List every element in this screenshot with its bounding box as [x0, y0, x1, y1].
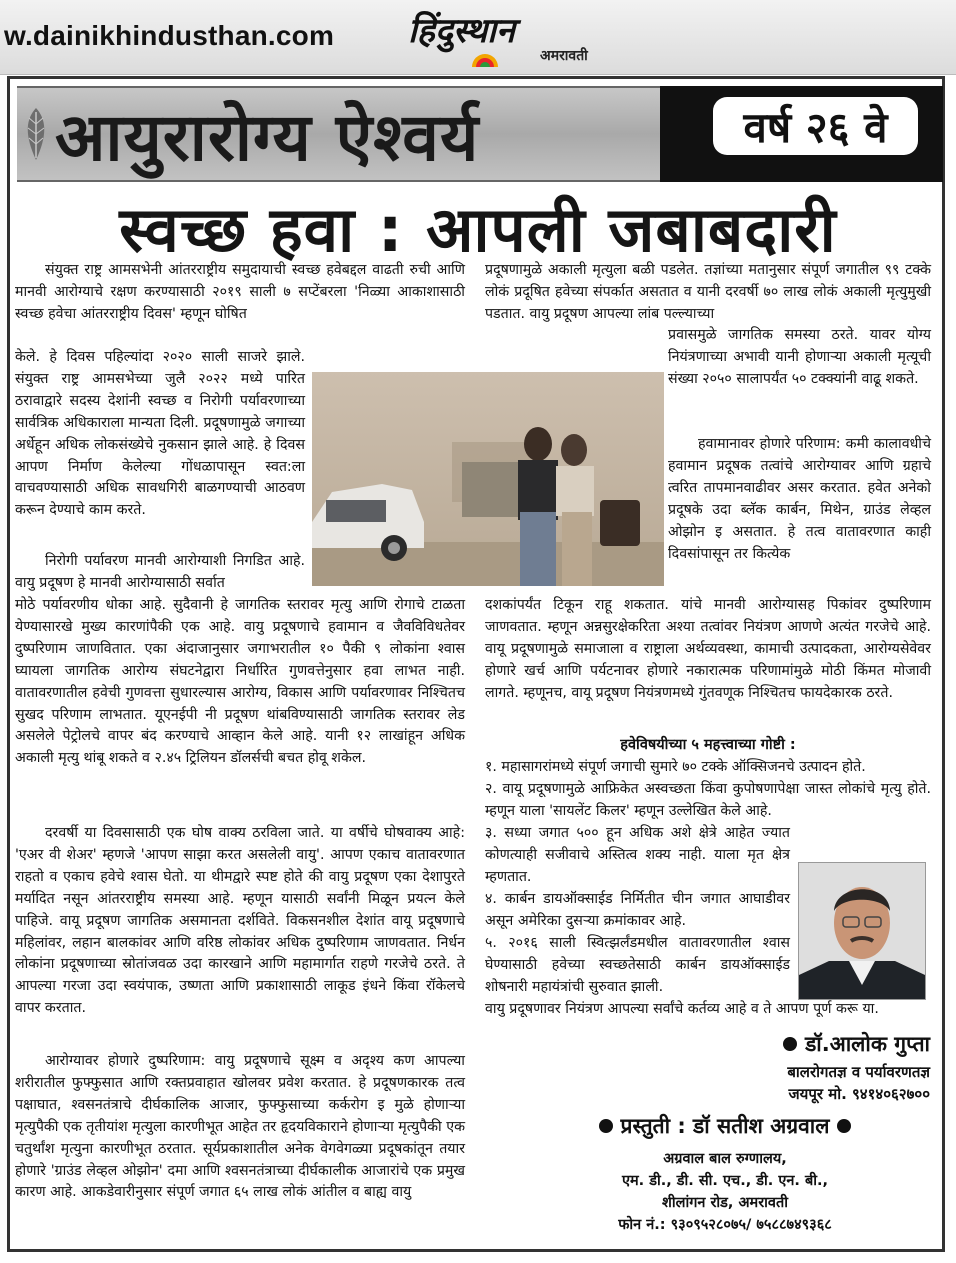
- hospital-name: अग्रवाल बाल रुग्णालय,: [663, 1151, 787, 1167]
- article-paragraph: हवामानावर होणारे परिणाम: कमी कालावधीचे हवामान प्रदूषक तत्वांचे आरोग्यावर आणि ग्रहाचे त्वरित तापमानवाढीवर असर करतात. हवेत अनेको प्रदूषके उदा ब्लॅक कार्बन, मिथेन, ग्राउंड लेव्हल ओझोन इ असतात. हे तत्व वातावरणात काही दिवसांपासून तर कित्येक: [668, 436, 931, 562]
- bullet-icon: [599, 1119, 613, 1133]
- fact-item: ५. २०१६ साली स्वित्झर्लंडमधील वातावरणातील श्वास घेण्यासाठी हवेच्या स्वच्छतेसाठी कार्बन डायऑक्साईड शोषनारी महायंत्रांची सुरुवात झाली.: [485, 935, 790, 995]
- author-phone: जयपूर मो. ९४१४०६२७००: [788, 1085, 930, 1103]
- banner-title: आयुरारोग्य ऐश्वर्य: [55, 98, 480, 176]
- leaf-ornament-icon: [21, 106, 51, 162]
- fact-item: ४. कार्बन डायऑक्साईड निर्मितीत चीन जगात आघाडीवर असून अमेरिका दुसऱ्या क्रमांकावर आहे.: [485, 891, 790, 929]
- fact-item: ३. सध्या जगात ५०० हून अधिक अशे क्षेत्रे आहेत ज्यात कोणत्याही सजीवाचे अस्तित्व शक्य नाही. याला मृत क्षेत्र म्हणतात.: [485, 825, 790, 885]
- article-headline: स्वच्छ हवा : आपली जबाबदारी: [119, 193, 837, 266]
- smog-photo: [312, 372, 664, 586]
- hospital-degrees: एम. डी., डी. सी. एच., डी. एन. बी.,: [621, 1173, 829, 1189]
- logo-city: अमरावती: [540, 48, 588, 64]
- site-url[interactable]: w.dainikhindusthan.com: [4, 20, 335, 51]
- newspaper-logo: [408, 6, 638, 70]
- article-paragraph: दशकांपर्यंत टिकून राहू शकतात. यांचे मानवी आरोग्यासह पिकांवर दुष्परिणाम जाणवतात. म्हणून अन्नसुरक्षेकरिता अश्या तत्वांवर नियंत्रण आणणे अत्यंत गरजेचे आहे. वायू प्रदूषणामुळे समाजाला व राष्ट्राला अर्थव्यवस्था, कामाची उत्पादकता, आरोग्यसेवेवर होणारे खर्च आणि पर्यटनावर होणारे नकारात्मक परिणामांमुळे मोठी किंमत मोजावी लागते. म्हणूनच, वायू प्रदूषण नियंत्रणमध्ये गुंतवणूक निश्चितच फायदेकारक ठरते.: [485, 597, 931, 701]
- article-paragraph: निरोगी पर्यावरण मानवी आरोग्याशी निगडित आहे. वायु प्रदूषण हे मानवी आरोग्यासाठी सर्वात: [15, 553, 305, 591]
- author-role: बालरोगतज्ञ व पर्यावरणतज्ञ: [787, 1063, 930, 1081]
- article-paragraph: प्रदूषणामुळे अकाली मृत्युला बळी पडलेत. तज्ञांच्या मतानुसार संपूर्ण जगातील ९९ टक्के लोकं प्रदूषित हवेच्या संपर्कात असतात व यानी दरवर्षी ७० लाख लोकं अकाली मृत्युमुखी पडतात. वायु प्रदूषण आपल्या लांब पल्ल्याच्या: [485, 262, 931, 322]
- facts-heading: हवेविषयीच्या ५ महत्त्वाच्या गोष्टी :: [620, 737, 796, 753]
- year-badge: वर्ष २६ वे: [713, 97, 918, 155]
- author-name-row: [720, 1030, 930, 1058]
- article-paragraph: दरवर्षी या दिवसासाठी एक घोष वाक्य ठरविला जाते. या वर्षीचे घोषवाक्य आहे: 'एअर वी शेअर' म्हणजे 'आपण साझा करत असलेली वायु'. आपण एकाच वातावरणात राहतो व एकाच हवेचे श्वास घेतो. या थीमद्वारे स्पष्ट होते की वायु प्रदूषण एका देशापुरते मर्यादित नसून आंतरराष्ट्रीय समस्या आहे. म्हणून यासाठी सर्वांनी मिळून प्रयत्न केले पाहिजे. वायू प्रदूषण जागतिक असमानता दर्शविते. विकसनशील देशांत वायू प्रदूषणाचे महिलांवर, लहान बालकांवर आणि वरिष्ठ लोकांवर अधिक दुष्परिणाम जाणवतात. निर्धन लोकांना प्रदूषणाच्या स्रोतांजवळ उदा कारखाने आणि महामार्गात राहणे गरजेचे ठरते. ते आपल्या गरजा उदा स्वयंपाक, उष्णता आणि प्रकाशासाठी लाकूड इंधने किंवा रॉकेलचे वापर करतात.: [15, 825, 465, 1017]
- bullet-icon: [837, 1119, 851, 1133]
- fact-item: १. महासागरांमध्ये संपूर्ण जगाची सुमारे ७० टक्के ऑक्सिजनचे उत्पादन होते.: [485, 759, 866, 775]
- author-name: डॉ.आलोक गुप्ता: [805, 1032, 930, 1056]
- closing-line: वायु प्रदूषणावर नियंत्रण आपल्या सर्वांचे कर्तव्य आहे व ते आपण पूर्ण करू या.: [485, 1001, 879, 1017]
- author-photo: [798, 862, 926, 1000]
- presented-by: [560, 1112, 890, 1140]
- article-paragraph: संयुक्त राष्ट्र आमसभेनी आंतरराष्ट्रीय समुदायाची स्वच्छ हवेबद्दल वाढती रुची आणि मानवी आरोग्याचे रक्षण करण्यासाठी २०१९ साली ७ सप्टेंबरला 'निळ्या आकाशासाठी स्वच्छ हवेचा आंतरराष्ट्रीय दिवस' म्हणून घोषित: [15, 262, 465, 322]
- article-paragraph: आरोग्यावर होणारे दुष्परिणाम: वायु प्रदूषणाचे सूक्ष्म व अदृश्य कण आपल्या शरीरातील फुफ्फुसात आणि रक्तप्रवाहात खोलवर प्रवेश करतात. हे प्रदूषणकारक तत्व पक्षाघात, श्वसनतंत्राचे दीर्घकालिक आजार, फुफ्फुसाच्या कर्करोग इ मुळे होणाऱ्या मृत्युपैकी एक तृतीयांश मृत्युला कारणीभूत आहेत तर हृदयविकाराने होणाऱ्या मृत्युपैकी एक चतुर्थांश मृत्युना कारणीभूत ठरतात. सूर्यप्रकाशातील अनेक वेगवेगळ्या प्रदूषकांतून तयार होणारे 'ग्राउंड लेव्हल ओझोन' दमा आणि श्वसनतंत्राच्या दीर्घकालीक आजारांचे एक प्रमुख कारण आहे. आकडेवारीनुसार संपूर्ण जगात ६५ लाख लोकं आंतील व बाह्य वायु: [15, 1053, 465, 1201]
- hospital-address: शीलांगन रोड, अमरावती: [662, 1195, 788, 1211]
- presented-label: प्रस्तुती : डॉ सतीश अग्रवाल: [620, 1114, 830, 1138]
- fact-item: २. वायू प्रदूषणामुळे आफ्रिकेत अस्वच्छता किंवा कुपोषणापेक्षा जास्त लोकांचे मृत्यु होते. म्हणून याला 'सायलेंट किलर' म्हणून उल्लेखित केले आहे.: [485, 781, 931, 819]
- sun-icon: [470, 52, 500, 67]
- article-paragraph: मोठे पर्यावरणीय धोका आहे. सुदैवानी हे जागतिक स्तरावर मृत्यु आणि रोगाचे टाळता येण्यासारखे मुख्य कारणांपैकी एक आहे. वायु प्रदूषणाचे हवामान व जैवविविधतेवर दुष्परिणाम जाणवितात. एका अंदाजानुसार जगाभरातील १० पैकी ९ लोकांना श्वास घ्यायला जागतिक आरोग्य संघटनेद्वारा निर्धारित गुणवत्तेनुसार हवा लाभत नाही. वातावरणातील हवेची गुणवत्ता सुधारल्यास आरोग्य, विकास आणि पर्यावरणावर निश्चितच सुखद परिणाम लाभतात. यूएनईपी नी प्रदूषण थांबविण्यासाठी जागतिक स्तरावर लेड असलेले पेट्रोलचे वापर बंद करण्याचे आव्हान केले आहे. यानी १२ लाखांहून अधिक अकाली मृत्यु थांबू शकते व २.४५ ट्रिलियन डॉलर्सची बचत होवू शकेल.: [15, 597, 465, 767]
- hospital-phone: फोन नं.: ९३०९५२८०७५/ ७५८८७४९३६८: [618, 1217, 832, 1233]
- article-paragraph: केले. हे दिवस पहिल्यांदा २०२० साली साजरे झाले. संयुक्त राष्ट्र आमसभेच्या जुलै २०२२ मध्ये पारित ठरावाद्वारे सदस्य देशांनी स्वच्छ व निरोगी पर्यावरणाच्या सार्वत्रिक अधिकाराला मान्यता दिली. प्रदूषणामुळे जगाच्या अर्धेहून अधिक लोकसंख्येचे नुकसान झाले आहे. हे दिवस आपण निर्माण केलेल्या गोंधळापासून स्वत:ला वाचवण्यासाठी अधिक सावधगिरी बाळगण्याची आठवण करून देण्याचे काम करते.: [15, 349, 305, 519]
- author-block: [720, 1030, 930, 1104]
- article-paragraph: प्रवासमुळे जागतिक समस्या ठरते. यावर योग्य नियंत्रणाच्या अभावी यानी होणाऱ्या अकाली मृत्यूची संख्या २०५० सालापर्यंत ५० टक्क्यांनी वाढू शकते.: [668, 327, 931, 387]
- bullet-icon: [783, 1037, 797, 1051]
- logo-name: हिंदुस्थान: [408, 11, 515, 51]
- masthead: [0, 0, 956, 75]
